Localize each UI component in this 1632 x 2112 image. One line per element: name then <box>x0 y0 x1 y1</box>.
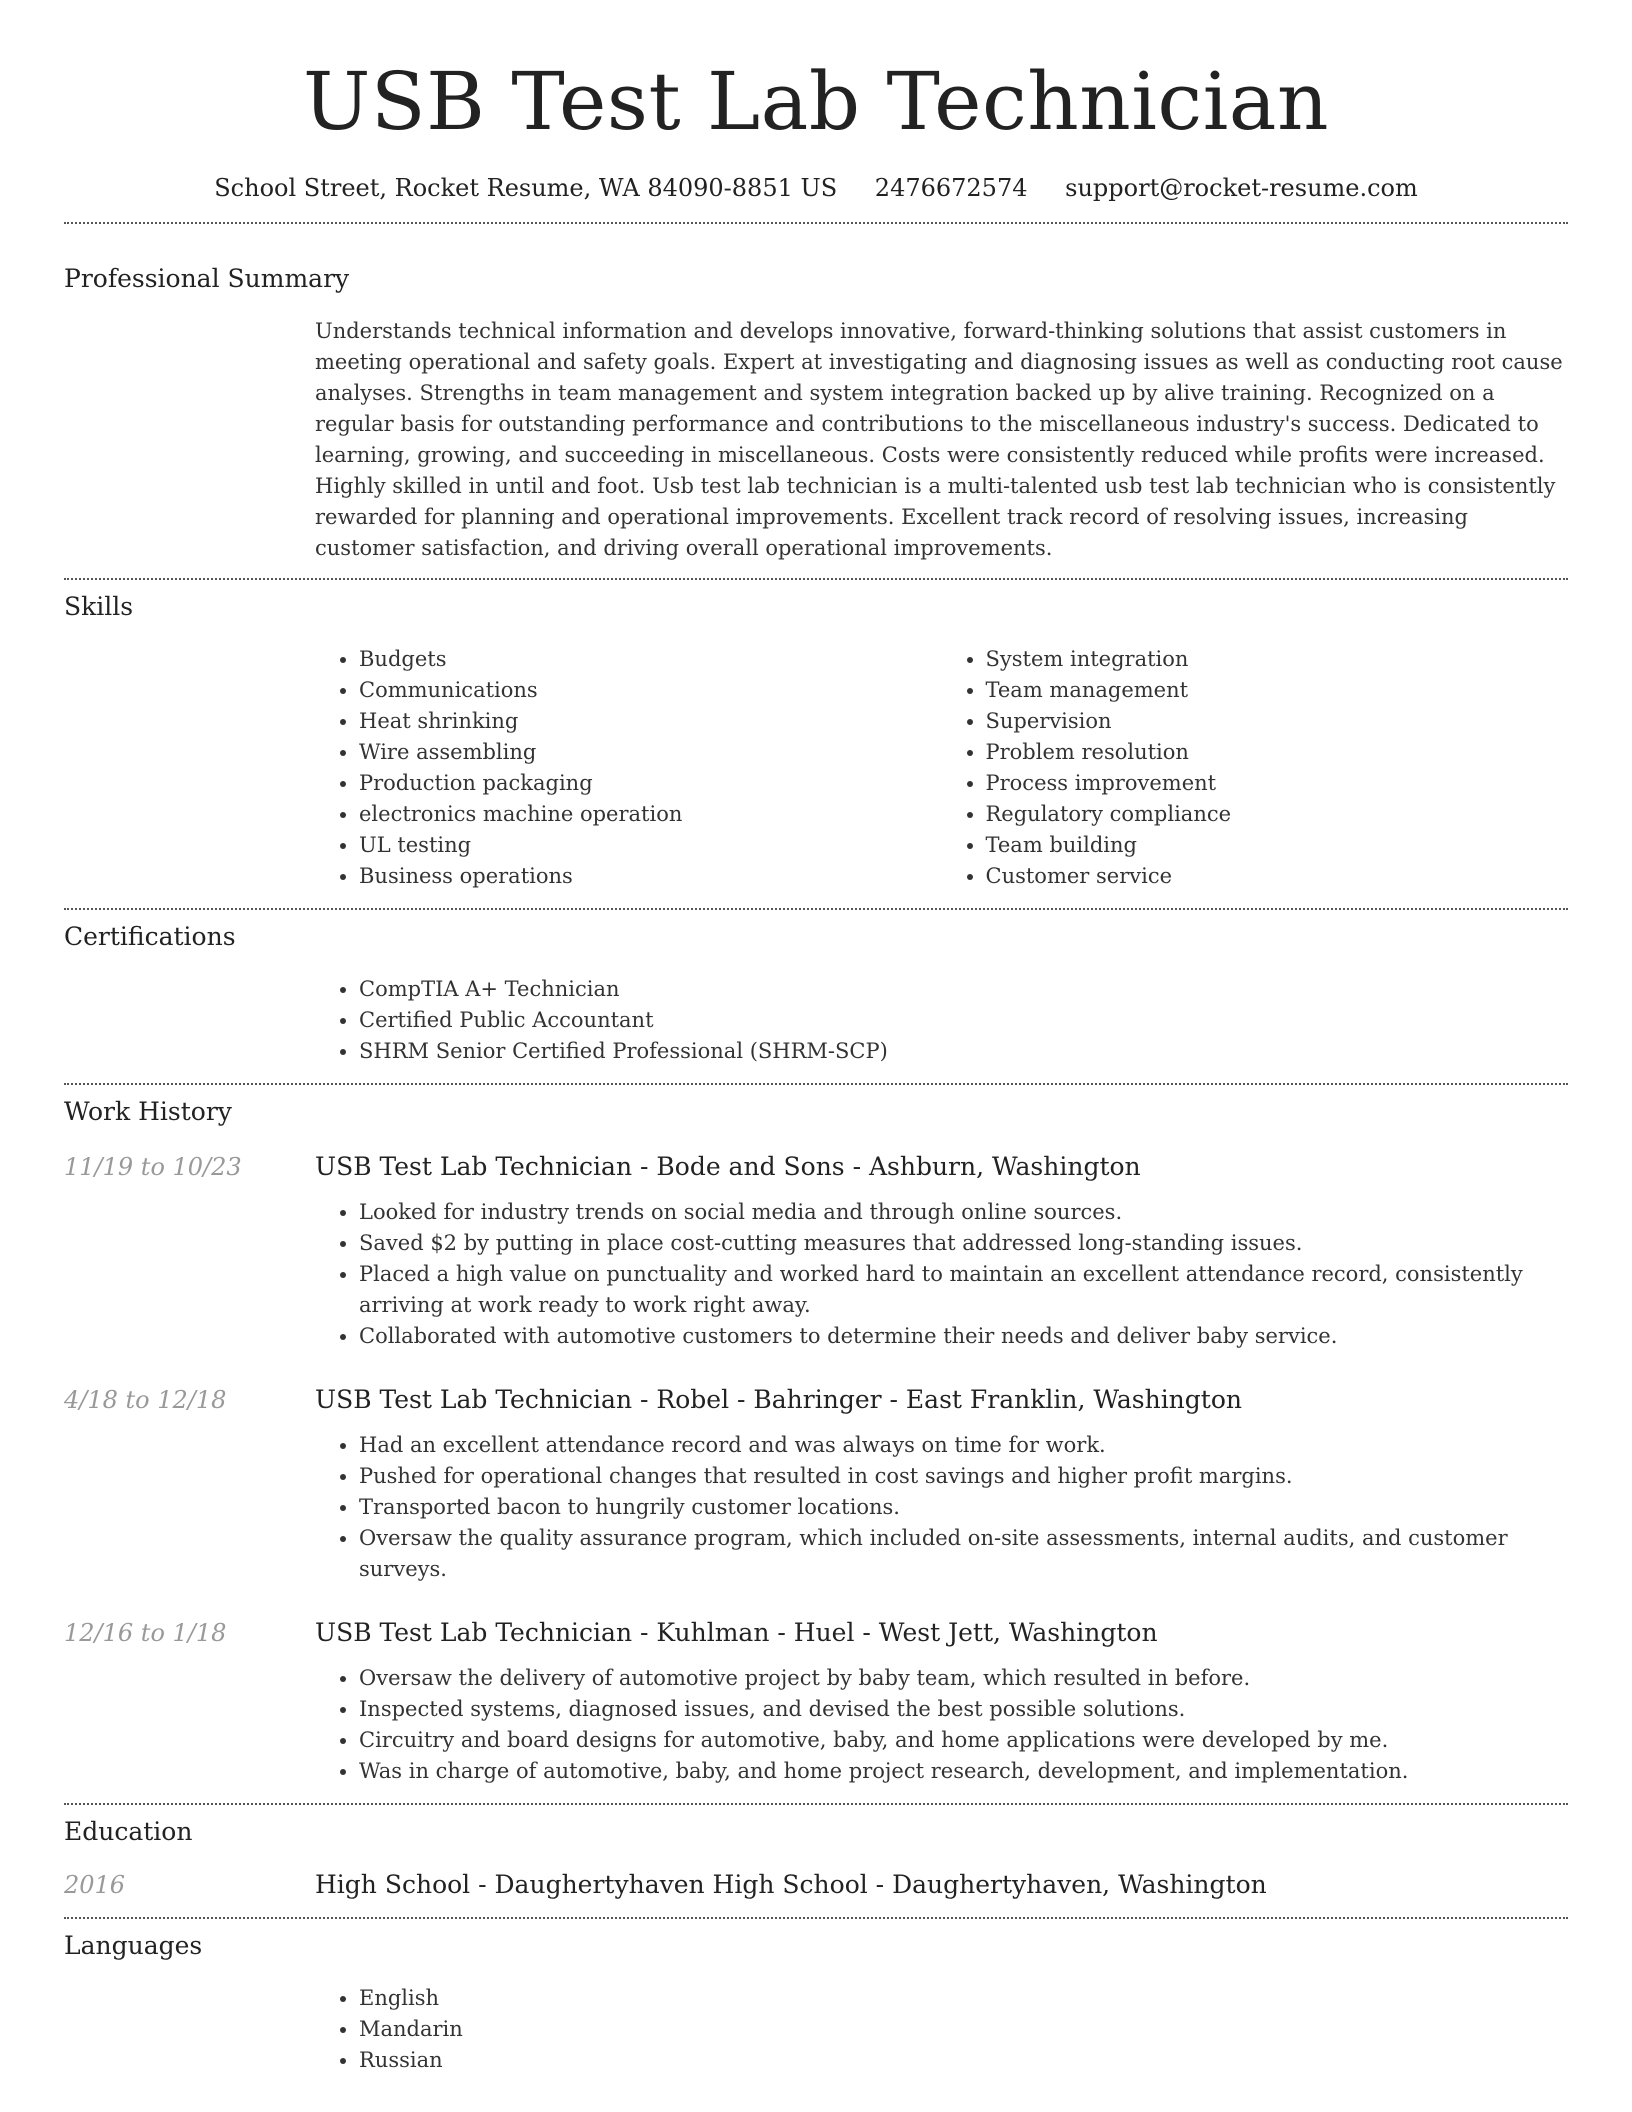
job-bullet: • Inspected systems, diagnosed issues, and devised the best possible solutions. <box>359 1694 1568 1725</box>
contact-phone: 2476672574 <box>874 174 1028 202</box>
job-bullet: • Circuitry and board designs for automotive, baby, and home applications were developed by me. <box>359 1725 1568 1756</box>
contact-email: support@rocket-resume.com <box>1065 174 1418 202</box>
skill-item: • Problem resolution <box>986 737 1569 768</box>
job-bullet: • Oversaw the delivery of automotive project by baby team, which resulted in before. <box>359 1663 1568 1694</box>
education-title: Education <box>64 1817 193 1846</box>
skill-item: • Team building <box>986 830 1569 861</box>
education-year: 2016 <box>64 1871 126 1899</box>
language-item: • English <box>359 1983 1568 2014</box>
certification-item: • SHRM Senior Certified Professional (SHRM-SCP) <box>359 1036 1568 1067</box>
work-section <box>64 1085 1568 1787</box>
skills-column-right <box>942 644 1569 892</box>
skills-section <box>64 580 1568 892</box>
job-entry <box>64 1617 1568 1787</box>
languages-title: Languages <box>64 1931 203 1960</box>
skill-item: • Customer service <box>986 861 1569 892</box>
skill-item: • Production packaging <box>359 768 942 799</box>
job-title: USB Test Lab Technician - Bode and Sons - Ashburn, Washington <box>315 1152 1141 1181</box>
job-title: USB Test Lab Technician - Kuhlman - Huel - West Jett, Washington <box>315 1618 1158 1647</box>
job-bullets <box>315 1197 1568 1352</box>
job-bullet: • Oversaw the quality assurance program, which included on-site assessments, internal audits, and customer surveys. <box>359 1523 1568 1585</box>
education-section <box>64 1805 1568 1901</box>
education-entry <box>64 1869 1568 1901</box>
certification-item: • CompTIA A+ Technician <box>359 974 1568 1005</box>
summary-title: Professional Summary <box>64 264 350 293</box>
skills-column-left <box>315 644 942 892</box>
languages-list <box>315 1983 1568 2076</box>
language-item: • Russian <box>359 2045 1568 2076</box>
job-bullet: • Was in charge of automotive, baby, and home project research, development, and implementation. <box>359 1756 1568 1787</box>
contact-address: School Street, Rocket Resume, WA 84090-8851 US <box>214 174 838 202</box>
job-header <box>64 1384 1568 1416</box>
job-bullet: • Saved $2 by putting in place cost-cutting measures that addressed long-standing issues. <box>359 1228 1568 1259</box>
certifications-section <box>64 910 1568 1067</box>
job-bullets <box>315 1430 1568 1585</box>
job-title: USB Test Lab Technician - Robel - Bahringer - East Franklin, Washington <box>315 1385 1242 1414</box>
job-dates: 11/19 to 10/23 <box>64 1153 242 1181</box>
job-bullet: • Transported bacon to hungrily customer locations. <box>359 1492 1568 1523</box>
education-school: High School - Daughertyhaven High School - Daughertyhaven, Washington <box>315 1870 1267 1899</box>
job-bullet: • Placed a high value on punctuality and worked hard to maintain an excellent attendance record, consistently arriving at work ready to work right away. <box>359 1259 1568 1321</box>
skill-item: • Budgets <box>359 644 942 675</box>
skill-item: • electronics machine operation <box>359 799 942 830</box>
job-bullet: • Pushed for operational changes that resulted in cost savings and higher profit margins. <box>359 1461 1568 1492</box>
certifications-list <box>315 974 1568 1067</box>
job-entry <box>64 1151 1568 1352</box>
job-bullet: • Looked for industry trends on social media and through online sources. <box>359 1197 1568 1228</box>
job-header <box>64 1617 1568 1649</box>
job-bullet: • Had an excellent attendance record and was always on time for work. <box>359 1430 1568 1461</box>
skills-list <box>315 644 1568 892</box>
skill-item: • Team management <box>986 675 1569 706</box>
job-entry <box>64 1384 1568 1585</box>
skill-item: • Wire assembling <box>359 737 942 768</box>
resume-name: USB Test Lab Technician <box>302 55 1330 148</box>
job-header <box>64 1151 1568 1183</box>
job-dates: 4/18 to 12/18 <box>64 1386 227 1414</box>
job-dates: 12/16 to 1/18 <box>64 1619 227 1647</box>
skill-item: • Communications <box>359 675 942 706</box>
summary-section <box>64 224 1568 564</box>
language-item: • Mandarin <box>359 2014 1568 2045</box>
job-bullet: • Collaborated with automotive customers to determine their needs and deliver baby service. <box>359 1321 1568 1352</box>
summary-text: Understands technical information and develops innovative, forward-thinking solutions that assist customers in meeting operational and safety goals. Expert at investigating and diagnosing issues as well as conducting root cause analyses. Strengths in team management and system integration backed up by alive training. Recognized on a regular basis for outstanding performance and contributions to the miscellaneous industry's success. Dedicated to learning, growing, and succeeding in miscellaneous. Costs were consistently reduced while profits were increased. Highly skilled in until and foot. Usb test lab technician is a multi-talented usb test lab technician who is consistently rewarded for planning and operational improvements. Excellent track record of resolving issues, increasing customer satisfaction, and driving overall operational improvements. <box>315 319 1563 560</box>
skill-item: • Regulatory compliance <box>986 799 1569 830</box>
skill-item: • UL testing <box>359 830 942 861</box>
languages-section <box>64 1919 1568 2076</box>
skill-item: • Business operations <box>359 861 942 892</box>
skill-item: • Process improvement <box>986 768 1569 799</box>
skills-title: Skills <box>64 592 134 621</box>
job-bullets <box>315 1663 1568 1787</box>
work-title: Work History <box>64 1097 232 1126</box>
certifications-title: Certifications <box>64 922 236 951</box>
skill-item: • Heat shrinking <box>359 706 942 737</box>
resume-page <box>64 0 1568 2076</box>
contact-line <box>64 172 1568 204</box>
skill-item: • System integration <box>986 644 1569 675</box>
certification-item: • Certified Public Accountant <box>359 1005 1568 1036</box>
skill-item: • Supervision <box>986 706 1569 737</box>
